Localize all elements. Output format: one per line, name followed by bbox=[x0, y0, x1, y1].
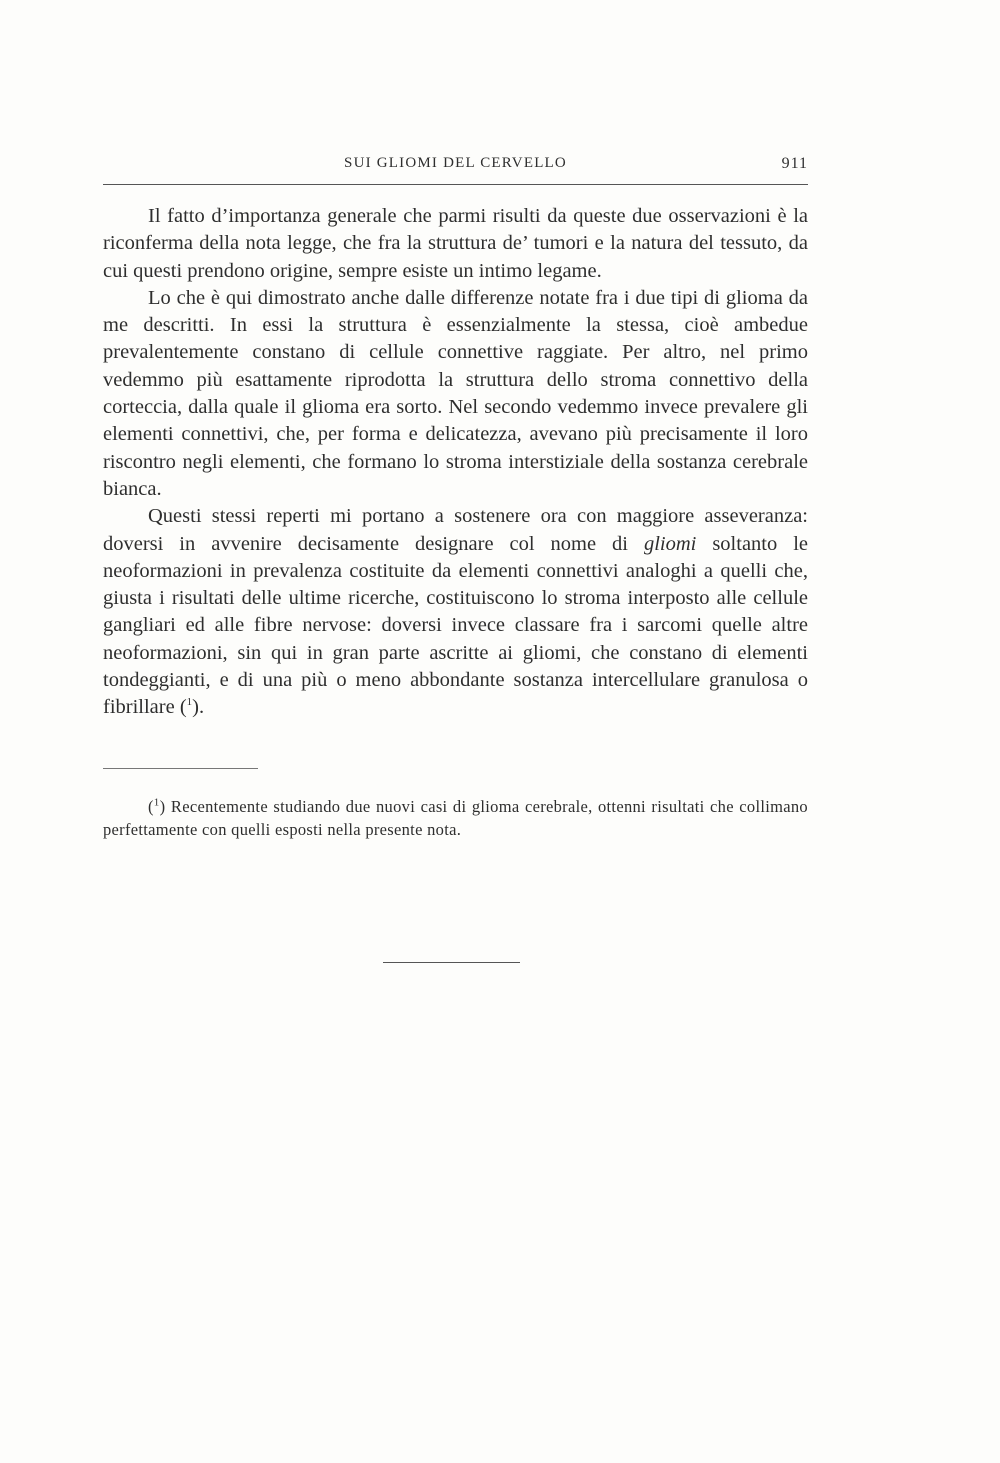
paragraph-3-text-c: ). bbox=[192, 696, 205, 719]
footnote-paren-open: ( bbox=[148, 796, 154, 816]
body-text bbox=[103, 203, 808, 722]
running-head bbox=[103, 150, 808, 176]
end-rule bbox=[383, 962, 520, 963]
paragraph-1: Il fatto d’importanza generale che parmi risulti da queste due osservazioni è la riconferma della nota legge, che fra la struttura de’ tumori e la natura del tessuto, da cui questi prendono origine, sempre esiste un intimo legame. bbox=[103, 205, 808, 282]
header-rule bbox=[103, 184, 808, 185]
footnote-paren-close: ) bbox=[159, 796, 166, 816]
page bbox=[103, 150, 808, 841]
footnote-mark: 1 bbox=[153, 796, 160, 809]
italic-term-gliomi: gliomi bbox=[643, 532, 697, 555]
footnote-rule bbox=[103, 768, 258, 769]
footnote-reference[interactable]: 1 bbox=[186, 696, 193, 709]
paragraph-2: Lo che è qui dimostrato anche dalle differenze notate fra i due tipi di glioma da me descritti. In essi la struttura è essenzialmente la stessa, cioè ambedue prevalentemente constano di cellule connettive raggiate. Per altro, nel primo vedemmo più esattamente riprodotta la struttura dello stroma connettivo della corteccia, dalla quale il glioma era sorto. Nel secondo vedemmo invece prevalere gli elementi connettivi, che, per forma e delicatezza, avevano più precisamente il loro riscontro negli elementi, che formano lo stroma interstiziale della sostanza cerebrale bianca. bbox=[103, 286, 808, 500]
page-number: 911 bbox=[781, 155, 808, 172]
running-title: SUI GLIOMI DEL CERVELLO bbox=[344, 155, 567, 171]
footnote-text: Recentemente studiando due nuovi casi di glioma cerebrale, ottenni risultati che collimano perfettamente con quelli esposti nella presente nota. bbox=[103, 796, 808, 839]
paragraph-3 bbox=[103, 503, 808, 721]
footnote bbox=[103, 795, 808, 841]
paragraph-3-text-a: Questi stessi reperti mi portano a sostenere ora con maggiore asseveranza: doversi in avvenire decisamente designare col nome di bbox=[103, 505, 808, 555]
paragraph-3-text-b: soltanto le neoformazioni in prevalenza costituite da elementi connettivi analoghi a quelli che, giusta i risultati delle ultime ricerche, costituiscono lo stroma interposto alle cellule gangliari ed alle fibre nervose: doversi invece classare fra i sarcomi quelle altre neoformazioni, sin qui in gran parte ascritte ai gliomi, che constano di elementi tondeggianti, e di una più o meno abbondante sostanza intercellulare granulosa o fibrillare ( bbox=[103, 532, 808, 719]
